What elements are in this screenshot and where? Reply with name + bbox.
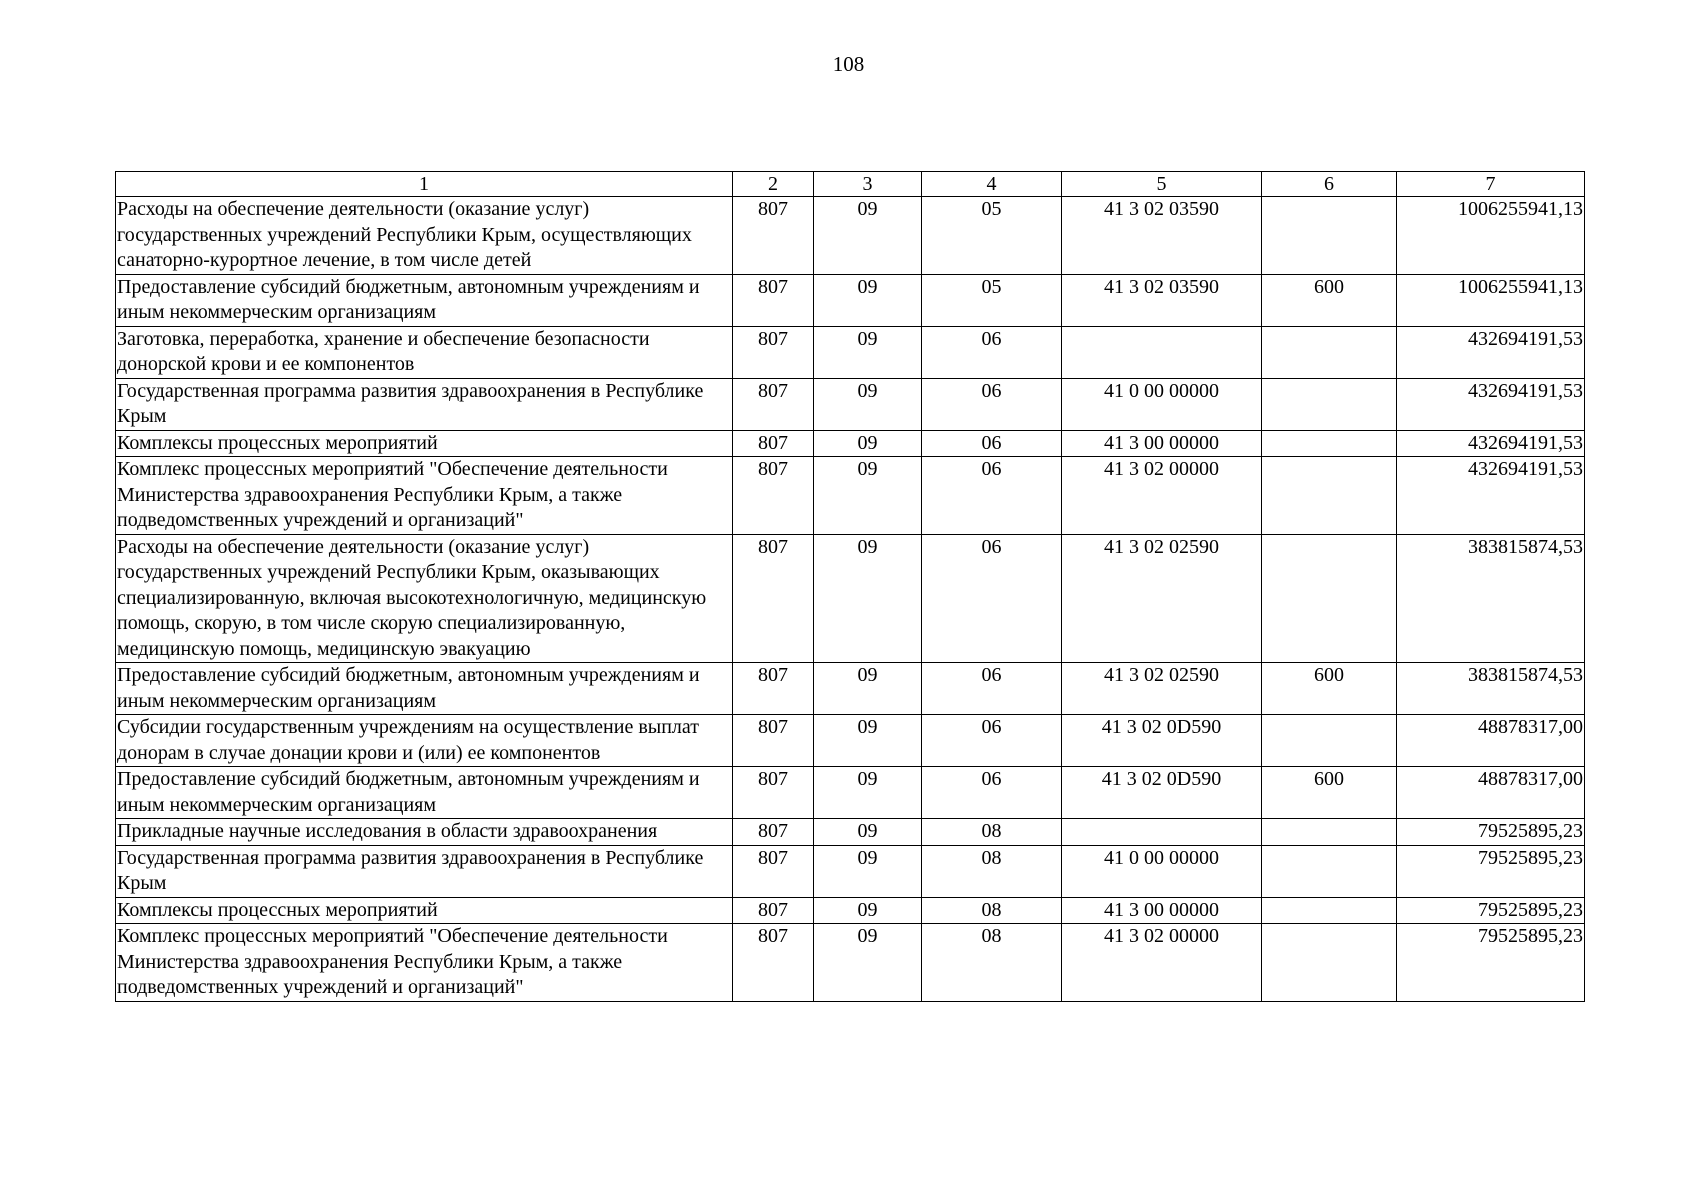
table-row [116, 378, 1585, 430]
row-amount: 79525895,23 [1397, 845, 1585, 897]
row-expense-type [1262, 378, 1397, 430]
row-expense-type [1262, 715, 1397, 767]
row-target-article: 41 3 00 00000 [1062, 430, 1262, 457]
row-expense-type [1262, 534, 1397, 663]
row-amount: 383815874,53 [1397, 534, 1585, 663]
row-section: 09 [814, 845, 922, 897]
row-subsection: 05 [922, 274, 1062, 326]
row-section: 09 [814, 274, 922, 326]
row-subsection: 05 [922, 197, 1062, 275]
table-row [116, 197, 1585, 275]
row-section: 09 [814, 663, 922, 715]
row-grbs: 807 [733, 197, 814, 275]
budget-table [115, 171, 1585, 1002]
table-row [116, 534, 1585, 663]
column-header: 3 [814, 172, 922, 197]
row-target-article: 41 3 02 0D590 [1062, 767, 1262, 819]
row-grbs: 807 [733, 457, 814, 535]
row-target-article: 41 3 02 00000 [1062, 457, 1262, 535]
row-amount: 79525895,23 [1397, 897, 1585, 924]
row-amount: 432694191,53 [1397, 457, 1585, 535]
row-expense-type [1262, 430, 1397, 457]
column-header: 2 [733, 172, 814, 197]
row-section: 09 [814, 924, 922, 1002]
row-description: Комплексы процессных мероприятий [116, 897, 733, 924]
row-subsection: 06 [922, 663, 1062, 715]
row-grbs: 807 [733, 767, 814, 819]
column-header: 5 [1062, 172, 1262, 197]
row-grbs: 807 [733, 924, 814, 1002]
column-header: 1 [116, 172, 733, 197]
row-description: Комплекс процессных мероприятий "Обеспечение деятельности Министерства здравоохранения Республики Крым, а также подведомственных учреждений и организаций" [116, 457, 733, 535]
header-row [116, 172, 1585, 197]
row-target-article: 41 3 02 03590 [1062, 197, 1262, 275]
table-row [116, 819, 1585, 846]
row-grbs: 807 [733, 845, 814, 897]
row-description: Расходы на обеспечение деятельности (оказание услуг) государственных учреждений Республики Крым, осуществляющих санаторно-курортное лечение, в том числе детей [116, 197, 733, 275]
row-amount: 383815874,53 [1397, 663, 1585, 715]
row-amount: 432694191,53 [1397, 430, 1585, 457]
row-section: 09 [814, 819, 922, 846]
row-section: 09 [814, 457, 922, 535]
row-amount: 48878317,00 [1397, 767, 1585, 819]
row-amount: 79525895,23 [1397, 819, 1585, 846]
row-section: 09 [814, 534, 922, 663]
row-expense-type: 600 [1262, 274, 1397, 326]
row-subsection: 06 [922, 378, 1062, 430]
row-amount: 1006255941,13 [1397, 274, 1585, 326]
table-row [116, 274, 1585, 326]
row-grbs: 807 [733, 715, 814, 767]
row-expense-type [1262, 924, 1397, 1002]
row-section: 09 [814, 197, 922, 275]
row-description: Государственная программа развития здравоохранения в Республике Крым [116, 378, 733, 430]
row-target-article: 41 3 02 0D590 [1062, 715, 1262, 767]
row-expense-type: 600 [1262, 663, 1397, 715]
row-description: Предоставление субсидий бюджетным, автономным учреждениям и иным некоммерческим организациям [116, 274, 733, 326]
row-expense-type [1262, 819, 1397, 846]
row-target-article [1062, 326, 1262, 378]
row-description: Комплексы процессных мероприятий [116, 430, 733, 457]
row-amount: 79525895,23 [1397, 924, 1585, 1002]
row-amount: 432694191,53 [1397, 326, 1585, 378]
row-section: 09 [814, 897, 922, 924]
row-expense-type [1262, 197, 1397, 275]
table-row [116, 767, 1585, 819]
column-header: 7 [1397, 172, 1585, 197]
row-amount: 1006255941,13 [1397, 197, 1585, 275]
row-section: 09 [814, 430, 922, 457]
column-header: 6 [1262, 172, 1397, 197]
row-description: Субсидии государственным учреждениям на осуществление выплат донорам в случае донации крови и (или) ее компонентов [116, 715, 733, 767]
row-section: 09 [814, 715, 922, 767]
row-grbs: 807 [733, 430, 814, 457]
row-target-article: 41 3 00 00000 [1062, 897, 1262, 924]
page-number: 108 [832, 52, 865, 76]
row-description: Государственная программа развития здравоохранения в Республике Крым [116, 845, 733, 897]
row-subsection: 06 [922, 534, 1062, 663]
table-row [116, 924, 1585, 1002]
row-description: Комплекс процессных мероприятий "Обеспечение деятельности Министерства здравоохранения Республики Крым, а также подведомственных учреждений и организаций" [116, 924, 733, 1002]
row-subsection: 08 [922, 845, 1062, 897]
row-target-article: 41 3 02 00000 [1062, 924, 1262, 1002]
row-expense-type [1262, 457, 1397, 535]
row-grbs: 807 [733, 534, 814, 663]
row-grbs: 807 [733, 663, 814, 715]
row-section: 09 [814, 767, 922, 819]
row-expense-type [1262, 326, 1397, 378]
row-target-article: 41 0 00 00000 [1062, 845, 1262, 897]
row-grbs: 807 [733, 897, 814, 924]
row-description: Расходы на обеспечение деятельности (оказание услуг) государственных учреждений Республики Крым, оказывающих специализированную, включая высокотехнологичную, медицинскую помощь, скорую, в том числе скорую специализированную, медицинскую помощь, медицинскую эвакуацию [116, 534, 733, 663]
row-section: 09 [814, 378, 922, 430]
row-grbs: 807 [733, 819, 814, 846]
row-description: Прикладные научные исследования в области здравоохранения [116, 819, 733, 846]
column-header: 4 [922, 172, 1062, 197]
row-expense-type [1262, 897, 1397, 924]
row-amount: 48878317,00 [1397, 715, 1585, 767]
row-grbs: 807 [733, 274, 814, 326]
table-row [116, 457, 1585, 535]
row-expense-type [1262, 845, 1397, 897]
row-description: Предоставление субсидий бюджетным, автономным учреждениям и иным некоммерческим организациям [116, 767, 733, 819]
table-row [116, 715, 1585, 767]
row-section: 09 [814, 326, 922, 378]
row-subsection: 08 [922, 819, 1062, 846]
table-row [116, 897, 1585, 924]
row-amount: 432694191,53 [1397, 378, 1585, 430]
row-target-article: 41 3 02 02590 [1062, 534, 1262, 663]
table-row [116, 326, 1585, 378]
row-expense-type: 600 [1262, 767, 1397, 819]
table-row [116, 430, 1585, 457]
row-target-article: 41 3 02 03590 [1062, 274, 1262, 326]
table-row [116, 845, 1585, 897]
table-row [116, 663, 1585, 715]
row-description: Предоставление субсидий бюджетным, автономным учреждениям и иным некоммерческим организациям [116, 663, 733, 715]
row-subsection: 06 [922, 326, 1062, 378]
row-subsection: 06 [922, 430, 1062, 457]
row-grbs: 807 [733, 378, 814, 430]
row-subsection: 08 [922, 924, 1062, 1002]
row-description: Заготовка, переработка, хранение и обеспечение безопасности донорской крови и ее компонентов [116, 326, 733, 378]
row-subsection: 06 [922, 715, 1062, 767]
row-target-article [1062, 819, 1262, 846]
row-target-article: 41 3 02 02590 [1062, 663, 1262, 715]
row-subsection: 06 [922, 767, 1062, 819]
row-subsection: 06 [922, 457, 1062, 535]
row-subsection: 08 [922, 897, 1062, 924]
row-target-article: 41 0 00 00000 [1062, 378, 1262, 430]
row-grbs: 807 [733, 326, 814, 378]
